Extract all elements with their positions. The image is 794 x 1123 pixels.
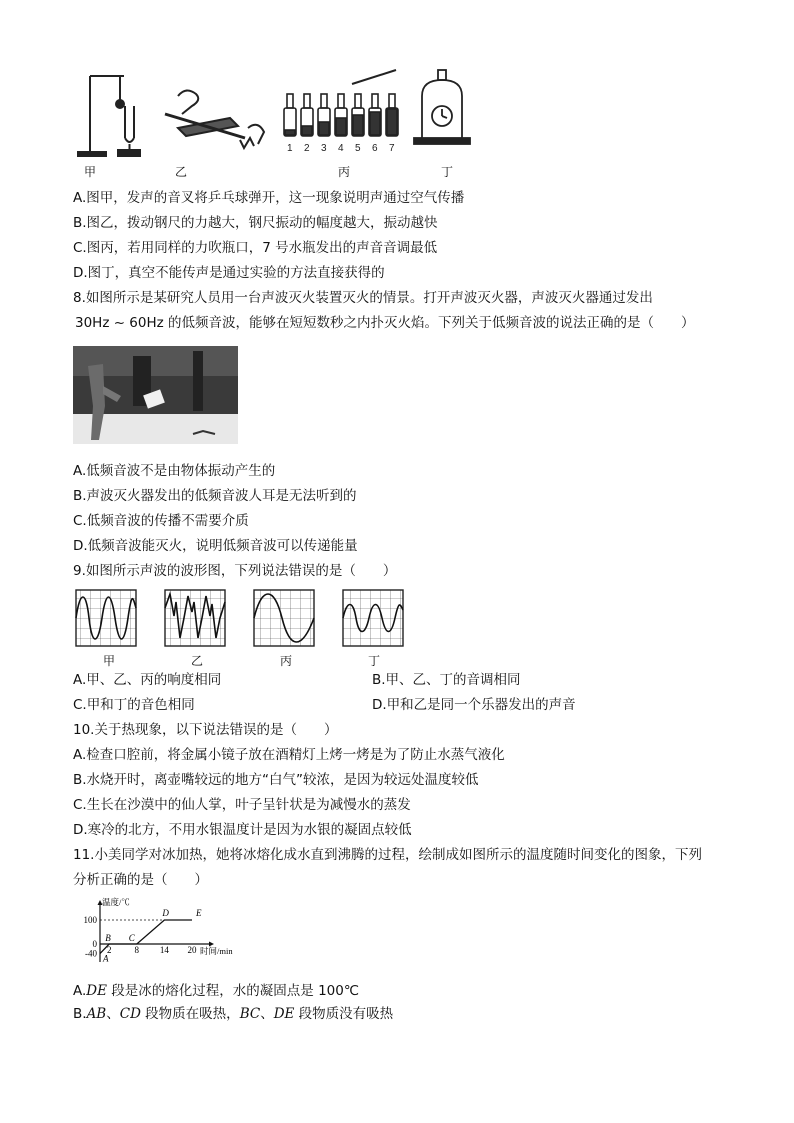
segment-label: CD [119, 1006, 141, 1022]
segment-label: DE [273, 1006, 295, 1022]
q8-option-a: A.低频音波不是由物体振动产生的 [73, 463, 276, 479]
q8-stem-line1: 8.如图所示是某研究人员用一台声波灭火装置灭火的情景。打开声波灭火器，声波灭火器通过发出 [73, 290, 653, 306]
bottle-5 [352, 94, 364, 136]
waveform-ding [343, 590, 403, 646]
option-text: 段物质没有吸热 [294, 1006, 394, 1022]
bottle-4 [335, 94, 347, 136]
figure-bing-bottles [284, 70, 398, 136]
bottle-number: 3 [321, 143, 327, 154]
y-axis-label: 温度/℃ [102, 897, 130, 907]
bottle-7 [386, 94, 398, 136]
q11-option-a [73, 982, 359, 1000]
figure-label-jia: 甲 [84, 165, 97, 179]
bottle-6 [369, 94, 381, 136]
q11-option-b [73, 1005, 393, 1023]
option-prefix: A. [73, 983, 87, 999]
chart-axes [84, 897, 234, 962]
bottle-2 [301, 94, 313, 136]
q7-option-b: B.图乙，拨动钢尺的力越大，钢尺振动的幅度越大，振动越快 [73, 215, 438, 231]
point-label-c: C [128, 933, 135, 943]
bottle-number: 1 [287, 143, 293, 154]
segment-label: AB [86, 1006, 107, 1022]
bottle-number: 4 [338, 143, 344, 154]
bottle-number-labels [287, 143, 395, 154]
q10-option-c: C.生长在沙漠中的仙人掌，叶子呈针状是为减慢水的蒸发 [73, 797, 411, 813]
waveform-bing [254, 590, 314, 646]
y-tick-label: 0 [92, 939, 97, 949]
figure-label-ding: 丁 [441, 165, 454, 179]
q10-stem: 10.关于热现象，以下说法错误的是（ ） [73, 722, 338, 738]
bottle-number: 6 [372, 143, 378, 154]
point-label-e: E [196, 908, 202, 918]
bottle-number: 2 [304, 143, 310, 154]
q9-option-b: B.甲、乙、丁的音调相同 [372, 672, 521, 688]
q8-option-d: D.低频音波能灭火，说明低频音波可以传递能量 [73, 538, 358, 554]
segment-label: DE [86, 983, 107, 999]
q9-stem: 9.如图所示声波的波形图，下列说法错误的是（ ） [73, 563, 397, 579]
figure-jia-tuning-fork [78, 76, 140, 156]
q8-photo-sound-extinguisher [73, 346, 238, 444]
q8-option-c: C.低频音波的传播不需要介质 [73, 513, 249, 529]
q7-option-c: C.图丙，若用同样的力吹瓶口，7 号水瓶发出的声音音调最低 [73, 240, 438, 256]
q9-waveforms [70, 588, 410, 650]
point-label-d: D [162, 908, 169, 918]
wave-label-ding: 丁 [368, 654, 381, 668]
option-text: 段是冰的熔化过程，水的凝固点是 100℃ [106, 983, 359, 999]
segment-label: BC [239, 1006, 261, 1022]
option-prefix: B. [73, 1006, 87, 1022]
option-text: 段物质在吸热， [140, 1006, 240, 1022]
q8-stem-line2: 30Hz ~ 60Hz 的低频音波，能够在短短数秒之内扑灭火焰。下列关于低频音波的说法正确的是（ ） [75, 315, 695, 331]
figure-sound-experiments [70, 66, 490, 181]
q8-option-b: B.声波灭火器发出的低频音波人耳是无法听到的 [73, 488, 357, 504]
waveform-jia [76, 590, 136, 646]
x-tick-label: 14 [159, 945, 169, 955]
bottle-number: 7 [389, 143, 395, 154]
temperature-series-line [100, 920, 192, 954]
x-tick-label: 20 [187, 945, 197, 955]
chart-marks [100, 908, 202, 964]
bottle-1 [284, 94, 296, 136]
q10-option-b: B.水烧开时，离壶嘴较远的地方“白气”较浓，是因为较远处温度较低 [73, 772, 479, 788]
bottle-3 [318, 94, 330, 136]
x-axis-label: 时间/min [200, 946, 233, 956]
figure-label-bing: 丙 [338, 165, 351, 179]
q11-temperature-time-chart [70, 896, 233, 968]
q10-option-d: D.寒冷的北方，不用水银温度计是因为水银的凝固点较低 [73, 822, 412, 838]
figure-label-yi: 乙 [175, 165, 188, 179]
q11-stem-line2: 分析正确的是（ ） [73, 872, 208, 888]
figure-yi-steel-ruler [165, 90, 264, 148]
q9-option-c: C.甲和丁的音色相同 [73, 697, 195, 713]
y-tick-label: -40 [85, 948, 97, 959]
separator: 、 [106, 1006, 120, 1022]
q11-stem-line1: 11.小美同学对冰加热，她将冰熔化成水直到沸腾的过程，绘制成如图所示的温度随时间变化的图象，下列 [73, 847, 702, 863]
q9-option-a: A.甲、乙、丙的响度相同 [73, 672, 222, 688]
q9-option-d: D.甲和乙是同一个乐器发出的声音 [372, 697, 576, 713]
x-tick-label: 8 [134, 945, 140, 955]
waveform-yi [165, 590, 225, 646]
wave-label-bing: 丙 [280, 654, 293, 668]
point-label-b: B [105, 933, 111, 943]
separator: 、 [260, 1006, 274, 1022]
point-label-a: A [103, 953, 109, 964]
figure-ding-bell-jar [414, 70, 470, 144]
q7-option-a: A.图甲，发声的音叉将乒乓球弹开，这一现象说明声通过空气传播 [73, 190, 465, 206]
wave-label-yi: 乙 [191, 654, 204, 668]
wave-label-jia: 甲 [103, 654, 116, 668]
bottle-number: 5 [355, 143, 361, 154]
x-tick-label: 2 [106, 945, 112, 955]
q7-option-d: D.图丁，真空不能传声是通过实验的方法直接获得的 [73, 265, 385, 281]
y-tick-label: 100 [83, 915, 97, 925]
q10-option-a: A.检查口腔前，将金属小镜子放在酒精灯上烤一烤是为了防止水蒸气液化 [73, 747, 505, 763]
